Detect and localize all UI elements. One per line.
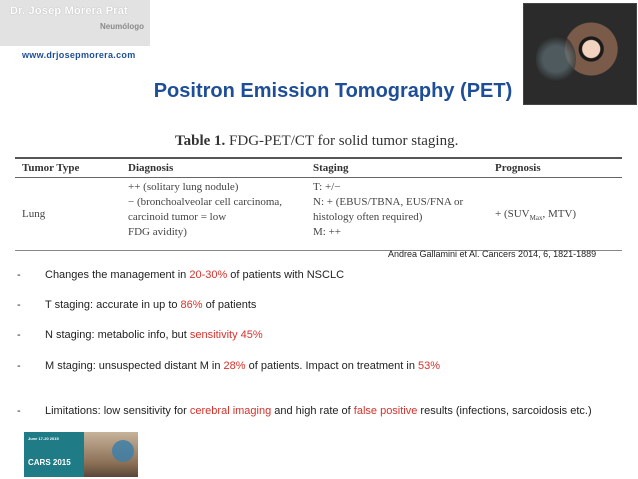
highlight-text: cerebral imaging — [189, 405, 272, 417]
bullet-dash: - — [17, 329, 21, 341]
table-caption — [175, 133, 458, 150]
table-cell-diagnosis-line: − (bronchoalveolar cell carcinoma, — [128, 196, 283, 208]
bullet-dash: - — [17, 269, 21, 281]
prognosis-text-end: , MTV) — [542, 208, 577, 220]
highlight-text: 20-30% — [189, 269, 228, 281]
highlight-text: false positive — [353, 405, 418, 417]
table-cell-staging-line: histology often required) — [313, 211, 423, 223]
table-cell-tumor-type: Lung — [22, 208, 46, 220]
logo-subtitle: Neumólogo — [100, 22, 144, 31]
table-cell-staging-line: T: +/− — [313, 181, 341, 193]
highlight-text: 86% — [180, 299, 203, 311]
table-cell-prognosis — [495, 208, 576, 225]
highlight-text: 28% — [223, 360, 246, 372]
table-rule-mid — [15, 177, 622, 178]
bullet-text: M staging: unsuspected distant M in 28% of patients. Impact on treatment in 53% — [45, 360, 441, 372]
table-caption-label: Table 1. — [175, 133, 226, 149]
table-header-staging: Staging — [313, 162, 349, 174]
bullet-text: Changes the management in 20-30% of patients with NSCLC — [45, 269, 345, 281]
prognosis-text: + (SUV — [495, 208, 530, 220]
website-url[interactable]: www.drjosepmorera.com — [22, 50, 136, 60]
bullet-text: T staging: accurate in up to 86% of patients — [45, 299, 257, 311]
table-header-tumor-type: Tumor Type — [22, 162, 80, 174]
bullet-dash: - — [17, 299, 21, 311]
table-rule-top — [15, 157, 622, 159]
citation: Andrea Gallamini et Al. Cancers 2014, 6, 1821-1889 — [388, 249, 597, 259]
slide-title — [0, 80, 638, 103]
table-caption-text: FDG-PET/CT for solid tumor staging. — [229, 133, 459, 149]
slide-title-text: Positron Emission Tomography (PET) — [153, 80, 513, 102]
prognosis-subscript: Max — [529, 214, 543, 223]
bullet-dash: - — [17, 405, 21, 417]
badge-date: June 17-20 2015 — [28, 436, 59, 441]
author-logo — [0, 0, 150, 46]
badge-label: CARS 2015 — [28, 458, 71, 467]
bullet-text: Limitations: low sensitivity for cerebral imaging and high rate of false positive results (infections, sarcoidosis etc.) — [45, 405, 592, 417]
bullet-dash: - — [17, 360, 21, 372]
table-cell-diagnosis-line: FDG avidity) — [128, 226, 187, 238]
highlight-text: sensitivity 45% — [189, 329, 263, 341]
table-cell-staging-line: N: + (EBUS/TBNA, EUS/FNA or — [313, 196, 464, 208]
logo-name: Dr. Josep Morera Prat — [10, 5, 128, 17]
table-cell-diagnosis-line: carcinoid tumor = low — [128, 211, 227, 223]
table-cell-staging-line: M: ++ — [313, 226, 341, 238]
highlight-text: 53% — [418, 360, 441, 372]
badge-panel — [24, 432, 84, 477]
conference-badge — [24, 432, 138, 477]
table-header-prognosis: Prognosis — [495, 162, 541, 174]
table-cell-diagnosis-line: ++ (solitary lung nodule) — [128, 181, 239, 193]
bullet-text: N staging: metabolic info, but sensitivity 45% — [45, 329, 263, 341]
table-header-diagnosis: Diagnosis — [128, 162, 174, 174]
globe-icon — [112, 440, 134, 462]
